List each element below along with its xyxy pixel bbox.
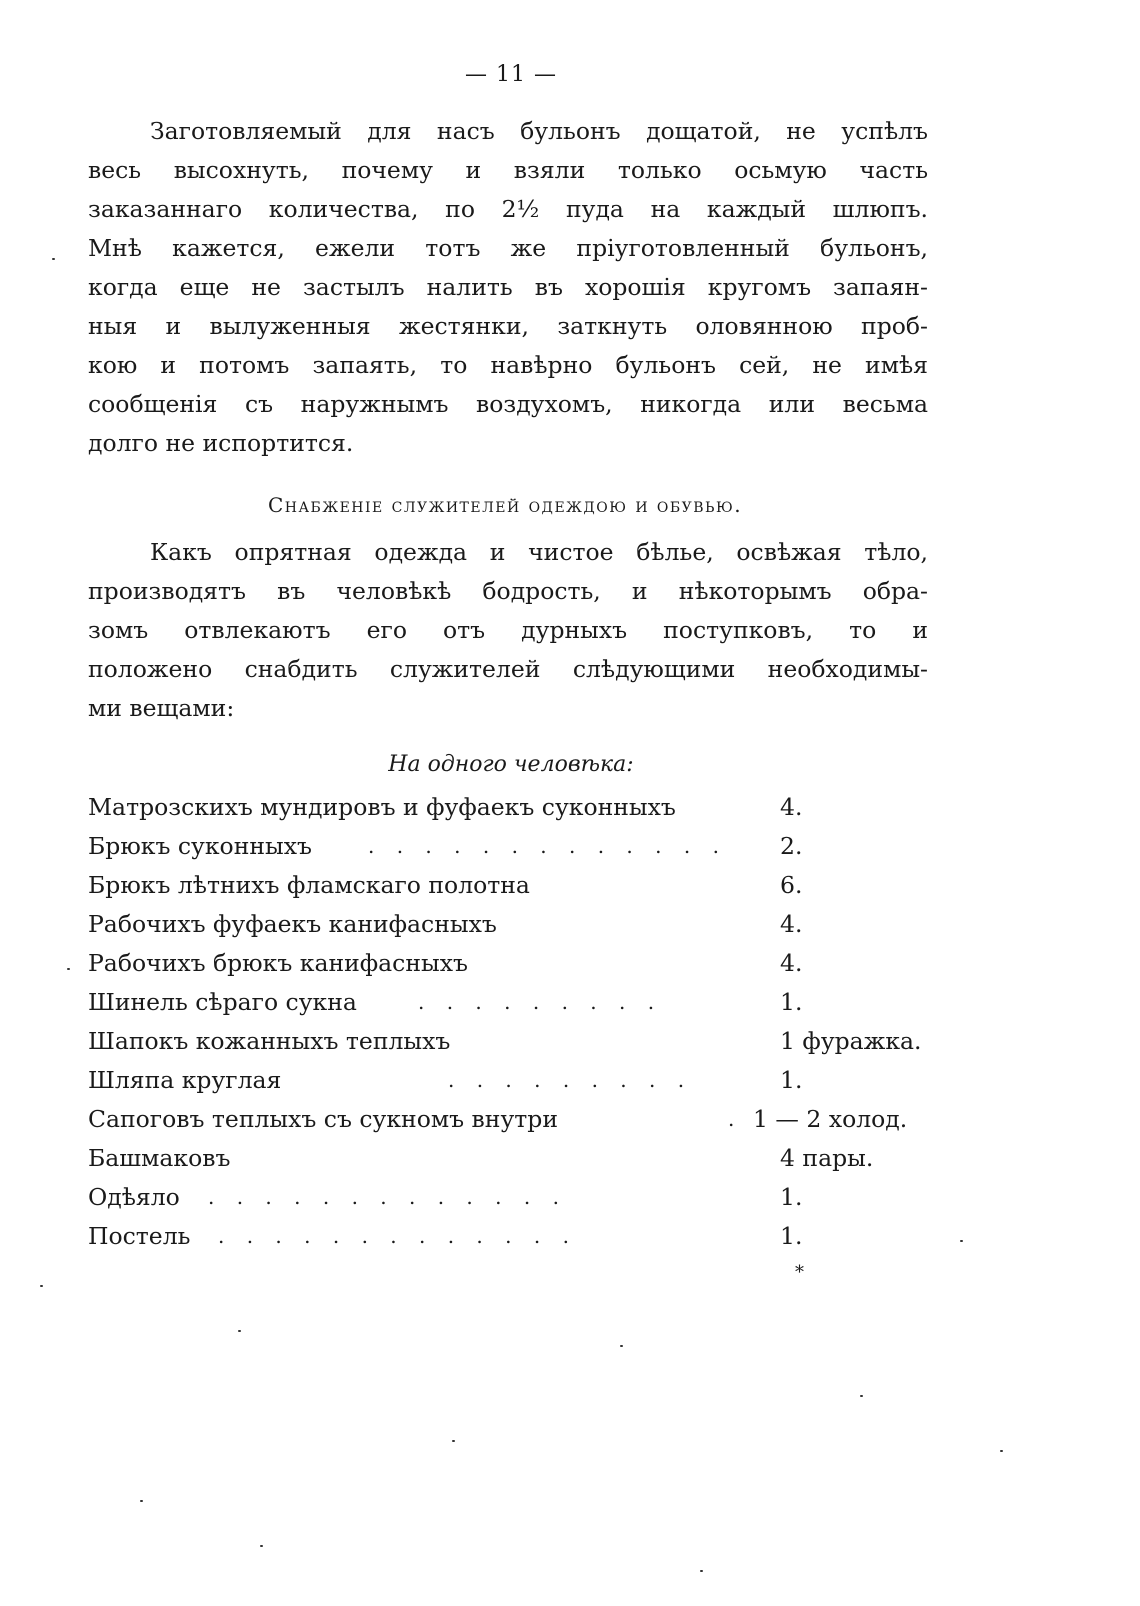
- item-quantity: 1 — 2 холод.: [753, 1105, 908, 1133]
- text-line: заказаннаго количества, по 2½ пуда на каждый шлюпъ.: [88, 195, 928, 223]
- item-quantity: 6.: [780, 871, 803, 899]
- item-name: Башмаковъ: [88, 1144, 231, 1172]
- item-name: Шляпа круглая: [88, 1066, 282, 1094]
- list-item: [88, 944, 928, 983]
- paragraph-clothing: [88, 533, 928, 728]
- item-name: Шинель сѣраго сукна: [88, 988, 357, 1016]
- item-name: Брюкъ лѣтнихъ фламскаго полотна: [88, 871, 530, 899]
- scan-speck: [452, 1440, 455, 1442]
- text-line: производятъ въ человѣкѣ бодрость, и нѣкоторымъ обра-: [88, 577, 928, 605]
- list-item: [88, 1178, 928, 1217]
- scan-speck: [1000, 1450, 1003, 1452]
- item-quantity: 4.: [780, 793, 803, 821]
- leader-dots: . . . . . . . . .: [418, 990, 663, 1014]
- item-quantity: 1.: [780, 1222, 803, 1250]
- scan-speck: [960, 1240, 963, 1242]
- page-number: — 11 —: [465, 62, 557, 87]
- paragraph-bouillon: [88, 112, 928, 463]
- list-item: [88, 983, 928, 1022]
- leader-dots: . . . . . . . . . . . . .: [368, 834, 727, 858]
- scan-speck: [260, 1545, 263, 1547]
- list-item: [88, 1061, 928, 1100]
- item-quantity: 1.: [780, 1183, 803, 1211]
- clothing-list: [88, 788, 928, 1256]
- item-name: Рабочихъ брюкъ канифасныхъ: [88, 949, 468, 977]
- list-item: [88, 1100, 928, 1139]
- text-line: долго не испортится.: [88, 429, 354, 457]
- item-name: Постель: [88, 1222, 191, 1250]
- item-name: Матрозскихъ мундировъ и фуфаекъ суконныхъ: [88, 793, 676, 821]
- list-item: [88, 788, 928, 827]
- list-item: [88, 905, 928, 944]
- text-line: сообщенія съ наружнымъ воздухомъ, никогда или весьма: [88, 390, 928, 418]
- leader-dots: .: [728, 1107, 743, 1131]
- scan-speck: [40, 1285, 43, 1287]
- text-line: Мнѣ кажется, ежели тотъ же пріуготовленный бульонъ,: [88, 234, 928, 262]
- scan-speck: [860, 1395, 863, 1397]
- item-name: Рабочихъ фуфаекъ канифасныхъ: [88, 910, 497, 938]
- leader-dots: . . . . . . . . . . . . .: [208, 1185, 567, 1209]
- text-line: Заготовляемый для насъ бульонъ дощатой, не успѣлъ: [150, 117, 928, 145]
- item-name: Шапокъ кожанныхъ теплыхъ: [88, 1027, 451, 1055]
- end-mark: *: [795, 1262, 804, 1283]
- list-item: [88, 1139, 928, 1178]
- text-line: ныя и вылуженныя жестянки, заткнуть оловянною проб-: [88, 312, 928, 340]
- scan-speck: [67, 968, 70, 970]
- item-quantity: 4.: [780, 910, 803, 938]
- text-line: когда еще не застылъ налить въ хорошія кругомъ запаян-: [88, 273, 928, 301]
- item-quantity: 2.: [780, 832, 803, 860]
- leader-dots: . . . . . . . . .: [448, 1068, 693, 1092]
- scan-speck: [238, 1330, 241, 1332]
- list-subheading: На одного человѣка:: [388, 752, 634, 777]
- text-line: весь высохнуть, почему и взяли только осьмую часть: [88, 156, 928, 184]
- item-quantity: 1 фуражка.: [780, 1027, 922, 1055]
- item-quantity: 1.: [780, 988, 803, 1016]
- text-line: ми вещами:: [88, 694, 235, 722]
- leader-dots: . . . . . . . . . . . . .: [218, 1224, 577, 1248]
- scan-speck: [620, 1345, 623, 1347]
- section-heading: Снабженіе служителей одеждою и обувью.: [267, 493, 743, 517]
- text-line: положено снабдить служителей слѣдующими необходимы-: [88, 655, 928, 683]
- item-quantity: 1.: [780, 1066, 803, 1094]
- item-quantity: 4 пары.: [780, 1144, 874, 1172]
- text-line: зомъ отвлекаютъ его отъ дурныхъ поступковъ, то и: [88, 616, 928, 644]
- scan-speck: [700, 1570, 703, 1572]
- text-line: кою и потомъ запаять, то навѣрно бульонъ сей, не имѣя: [88, 351, 928, 379]
- list-item: [88, 827, 928, 866]
- item-name: Сапоговъ теплыхъ съ сукномъ внутри: [88, 1105, 558, 1133]
- item-name: Брюкъ суконныхъ: [88, 832, 312, 860]
- list-item: [88, 1217, 928, 1256]
- list-item: [88, 1022, 928, 1061]
- scan-speck: [52, 258, 55, 260]
- item-name: Одѣяло: [88, 1183, 180, 1211]
- text-line: Какъ опрятная одежда и чистое бѣлье, освѣжая тѣло,: [150, 538, 928, 566]
- item-quantity: 4.: [780, 949, 803, 977]
- scan-speck: [140, 1500, 143, 1502]
- list-item: [88, 866, 928, 905]
